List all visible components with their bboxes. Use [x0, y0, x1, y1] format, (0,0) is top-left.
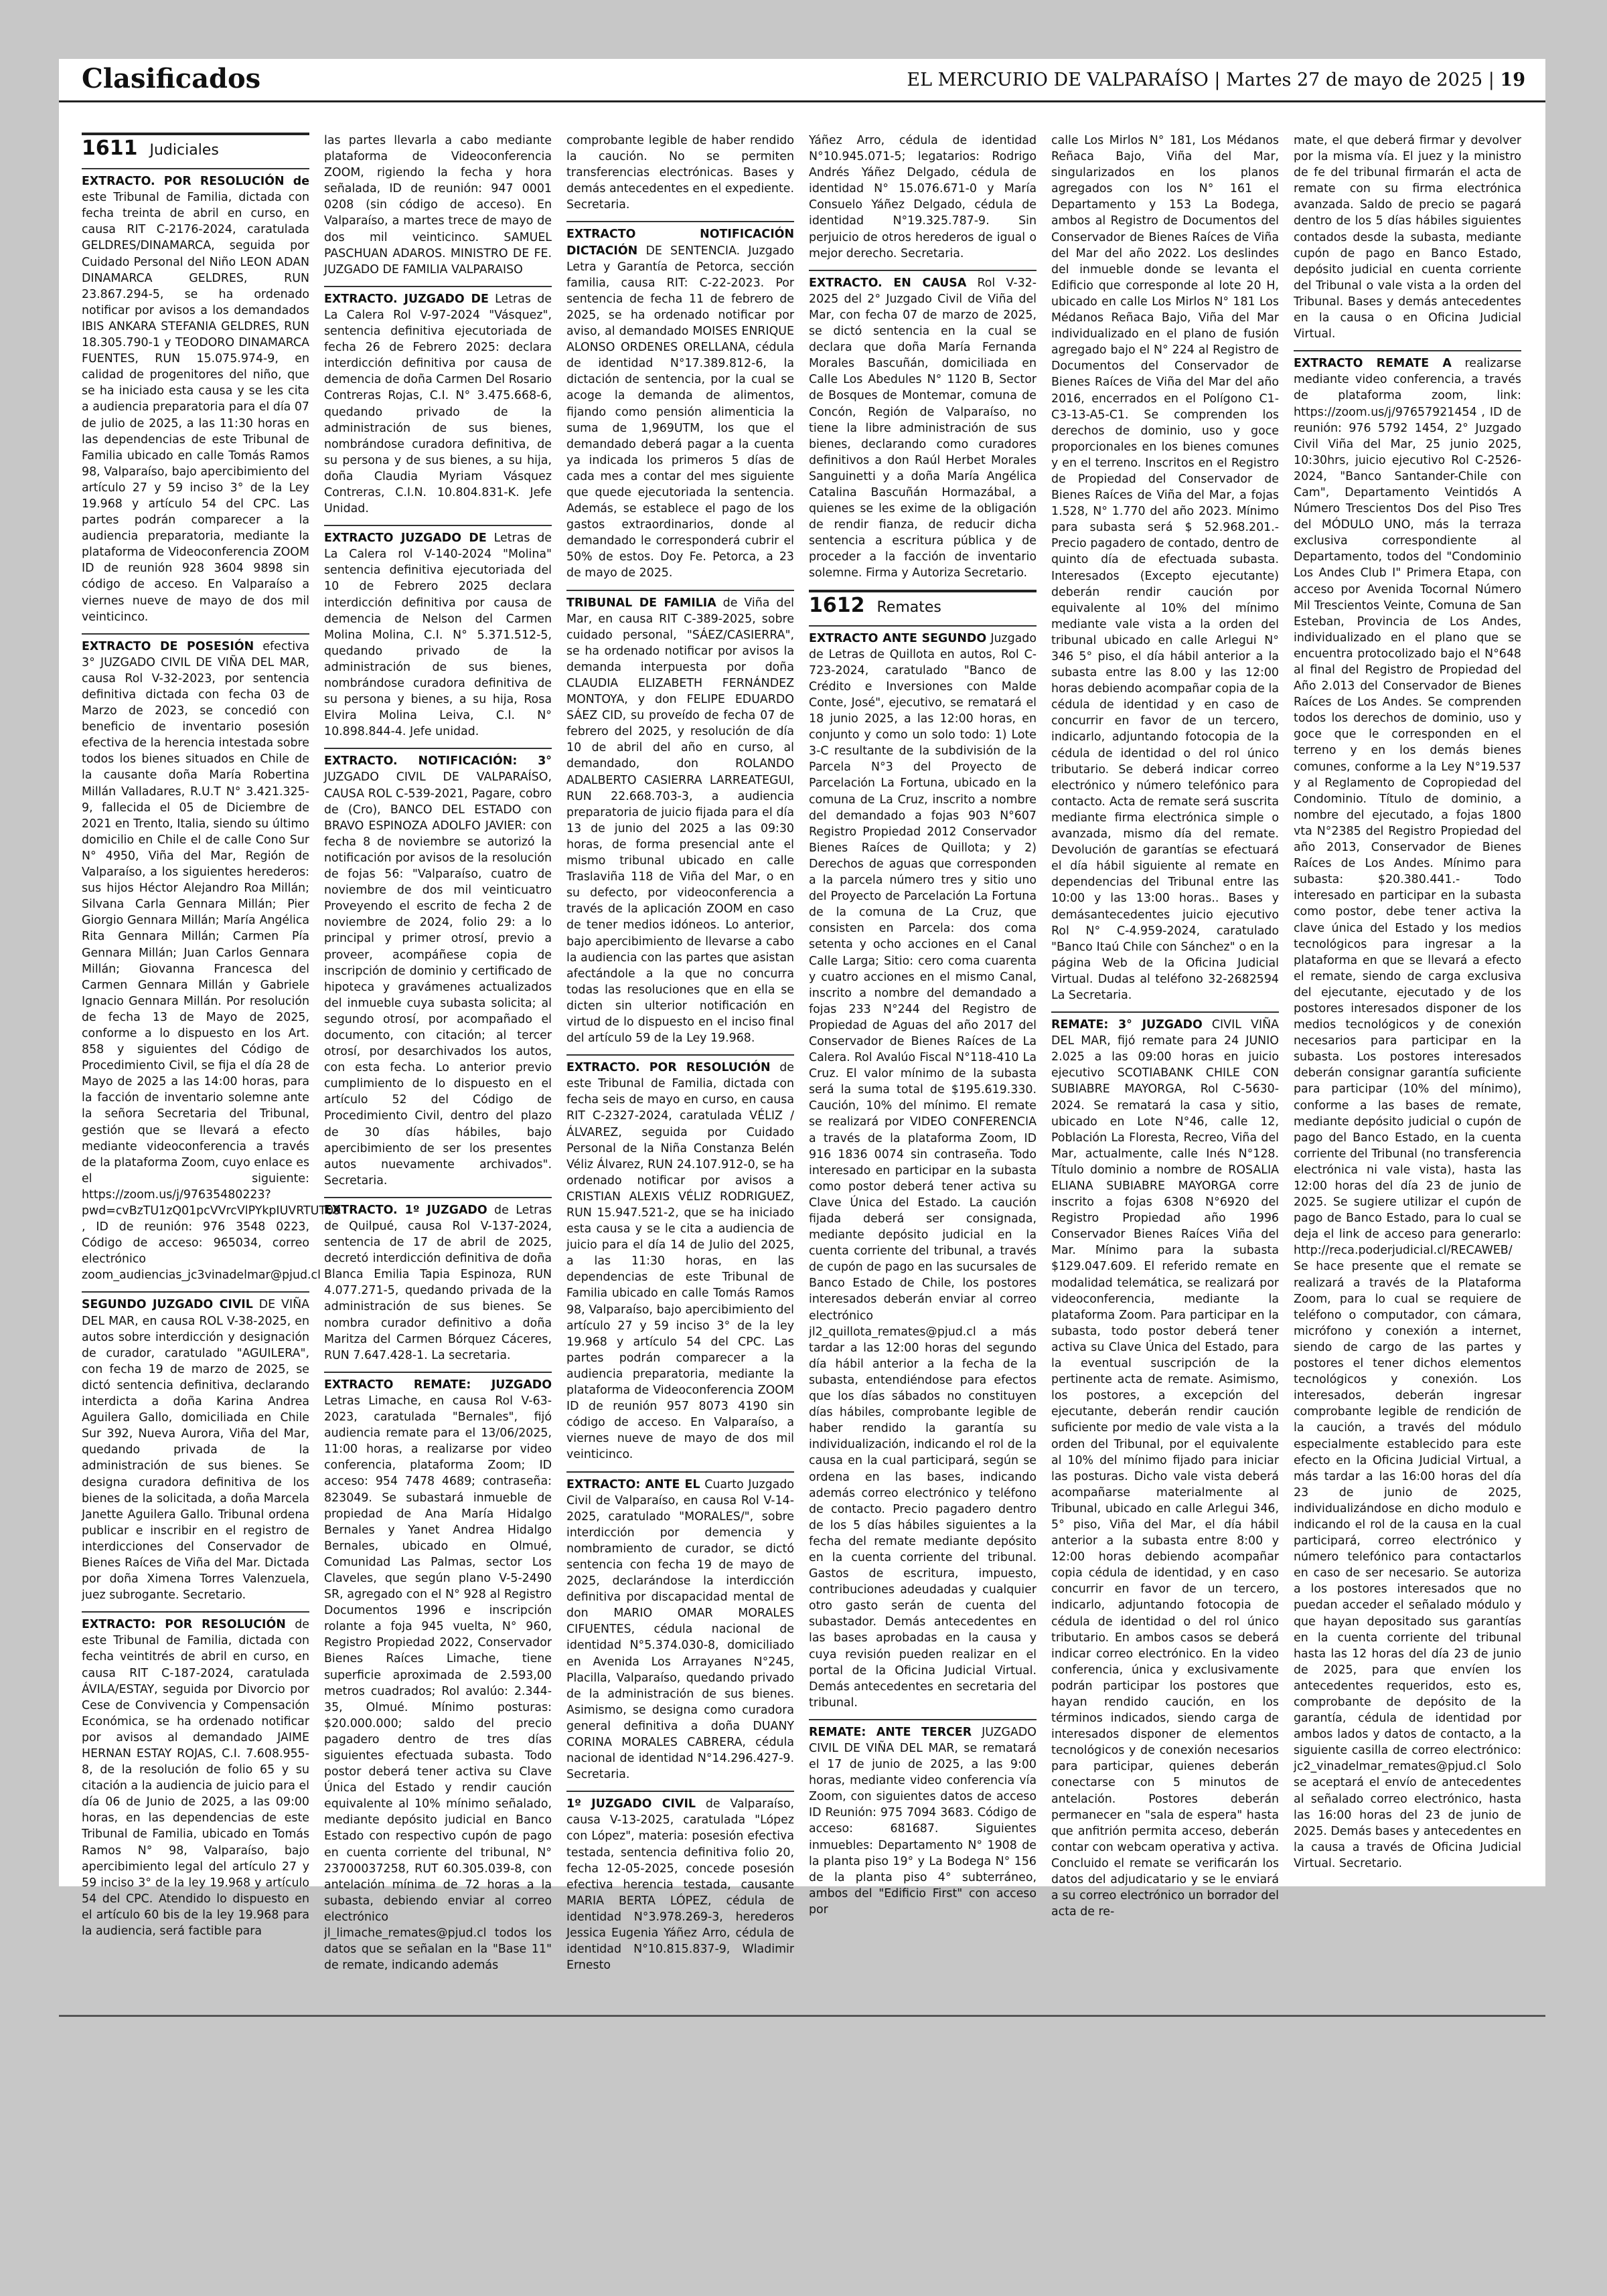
notice-lead: EXTRACTO. NOTIFICACIÓN: 3°: [324, 754, 552, 768]
notice-continued: [1051, 133, 1279, 1003]
legal-notice: [809, 270, 1037, 582]
legal-notice: [809, 1719, 1037, 1918]
notice-text: Rol V-32-2025 del 2° Juzgado Civil de Viña del Mar, con fecha 07 de marzo de 2025, se dictó sentencia en la cual se declara que doña María Fernanda Morales Bascuñán, domiciliada en Calle Los Abedules N° 1120 B, Sector de Bosques de Montemar, comuna de Concón, Región de Valparaíso, no tiene la libre administración de sus bienes, declarando como curadores definitivos a don Raúl Herbet Morales Sanguinetti y a doña María Angélica Catalina Bascuñán Hormazábal, a quienes se les exime de la obligación de rendir fianza, de reducir dicha sentencia a escritura pública y de proceder a la facción de inventario solemne. Firma y Autoriza Secretario.: [809, 276, 1037, 580]
legal-notice: [82, 168, 309, 625]
issue-date: Martes 27 de mayo de 2025: [1226, 70, 1483, 90]
column-2: [324, 133, 552, 1973]
notice-text: Cuarto Juzgado Civil de Valparaíso, en causa Rol V-14-2025, caratulado "MORALES/", sobre interdicción por demencia y nombramiento de curador, se dictó sentencia con fecha 19 de mayo de 2025, declarándose la interdicción definitiva por discapacidad mental de don MARIO OMAR MORALES CIFUENTES, cédula nacional de identidad N°5.374.030-8, domiciliado en Avenida Los Arrayanes N°245, Placilla, Valparaíso, quedando privado de la administración de sus bienes. Asimismo, se designa como curadora general definitiva a doña DUANY CORINA MORALES CABRERA, cédula nacional de identidad N°14.296.427-9. Secretaria.: [566, 1477, 794, 1782]
notice-text: Juzgado de Letras de Quillota en autos, Rol C-723-2024, caratulado "Banco de Crédito e Inversiones con Malde Conte, José", ejecutivo, se rematará el 18 junio 2025, a las 12:00 horas, en conjunto y como un solo todo: 1) Lote 3-C resultante de la subdivisión de la Parcela N°3 del Proyecto de Parcelación La Fortuna, ubicado en la comuna de La Cruz, inscrito a nombre del demandado a fojas 903 N°607 Registro Propiedad 2012 Conservador Bienes Raíces de Quillota; y 2) Derechos de aguas que corresponden a la parcela número tres y sitio uno del Proyecto de Parcelación La Fortuna de la comuna de La Cruz, que consisten en Parcela: dos coma setenta y ocho acciones en el Canal Calle Larga; Sitio: cero coma cuarenta y cuatro acciones en el mismo Canal, inscrito a nombre del demandado a fojas 233 N°244 del Registro de Propiedad de Aguas del año 2017 del Conservador de Bienes Raíces de La Calera. Rol Avalúo Fiscal N°118-410 La Cruz. El valor mínimo de la subasta será la suma total de $195.619.330. Caución, 10% del mínimo. El remate se realizará por VIDEO CONFERENCIA a través de la plataforma Zoom, ID 916 1836 0074 sin contraseña. Todo interesado en participar en la subasta como postor deberá tener activa su Clave Única del Estado. La caución fijada deberá ser consignada, mediante depósito judicial en la cuenta corriente del tribunal, a través de cupón de pago en las sucursales de Banco Estado de Chile, los postores interesados deberán enviar al correo electrónico jl2_quillota_remates@pjud.cl a más tardar a las 12:00 horas del segundo día hábil anterior a la fecha de la subasta, entendiéndose para efectos que los días sábados no constituyen días hábiles, comprobante legible de haber rendido la garantía su individualización, indicando el rol de la causa en la cual participará, según se ordena en las bases, indicando además correo electrónico y teléfono de contacto. Precio pagadero dentro de los 5 días hábiles siguientes a la fecha del remate mediante depósito en la cuenta corriente del tribunal. Gastos de escritura, impuesto, contribuciones adeudadas y cualquier otro gasto serán de cuenta del subastador. Demás antecedentes en las bases aprobadas en la causa y cuya revisión pueden realizar en el portal de la Oficina Judicial Virtual. Demás antecedentes en secretaria del tribunal.: [809, 631, 1037, 1710]
notice-text: realizarse mediante video conferencia, a través de plataforma zoom, link: https://zoom.us/j/97657921454 , ID de reunión: 976 5792 1454, 2° Juzgado Civil Viña del Mar, 25 junio 2025, 10:30hrs, juicio ejecutivo Rol C-2526-2024, "Banco Santander-Chile con Cam", Departamento Veintidós A Número Trescientos Dos del Piso Tres del MÓDULO UNO, más la terraza exclusiva correspondiente al Departamento, todos del "Condominio Los Andes Club I" Primera Etapa, con acceso por Avenida Tocornal Número Mil Trescientos Veinte, Comuna de San Esteban, Provincia de Los Andes, individualizado en el plano que se encuentra protocolizado bajo el N°648 al final del Registro de Propiedad del Año 2.013 del Conservador de Bienes Raíces de Los Andes. Se comprenden todos los derechos de dominio, uso y goce que le corresponden en el terreno y en los demás bienes comunes, conforme a la Ley N°19.537 y al Reglamento de Copropiedad del Condominio. Título de dominio, a nombre del ejecutado, a fojas 1800 vta N°2385 del Registro Propiedad del año 2013, Conservador de Bienes Raíces de Los Andes. Mínimo para subasta: $20.380.441.- Todo interesado en participar en la subasta como postor, debe tener activa la clave única del Estado y los medios tecnológicos para ingresar a la plataforma en que se llevará a efecto el remate, siendo de carga exclusiva del ejecutante, ejecutado y de los postores interesados disponer de los medios tecnológicos y de conexión necesarios para participar en la subasta. Los postores interesados deberán consignar garantía suficiente para participar (10% del mínimo), conforme a las bases de remate, mediante depósito judicial o cupón de pago del Banco Estado, en la cuenta corriente del Tribunal (no transferencia electrónica ni vale vista), hasta las 12:00 horas del día 23 de junio de 2025. Se sugiere utilizar el cupón de pago de Banco Estado, para lo cual se deja el link de acceso para generarlo: http://reca.poderjudicial.cl/RECAWEB/ Se hace presente que el remate se realizará a través de la Plataforma Zoom, para lo cual se requiere de teléfono o computador, con cámara, micrófono y conexión a internet, siendo de cargo de las partes y postores el tener dichos elementos tecnológicos y conexión. Los interesados, deberán ingresar comprobante legible de rendición de la caución, a través del módulo especialmente establecido para este efecto en la Oficina Judicial Virtual, a más tardar a las 16:00 horas del día 23 de junio de 2025, individualizándose en dicho modulo e indicando el rol de la causa en la cual participará, correo electrónico y número telefónico para contactarlos en caso de ser necesario. Se autoriza a los postores interesados que no puedan acceder el señalado módulo y que hayan depositado sus garantías en la cuenta corriente del tribunal hasta las 12 horas del día 23 de junio de 2025, para que envíen los antecedentes requeridos, esto es, comprobante de depósito de la garantía, cédula de identidad por ambos lados y datos de contacto, a la siguiente casilla de correo electrónico: jc2_vinadelmar_remates@pjud.cl Solo se aceptará el envío de antecedentes al señalado correo electrónico, hasta las 16:00 horas del 23 de junio de 2025. Demás bases y antecedentes en la causa a través de Oficina Judicial Virtual. Secretario.: [1294, 357, 1521, 1870]
legal-notice: [82, 633, 341, 1284]
legal-notice: [566, 590, 794, 1047]
legal-notice: [809, 625, 1037, 1711]
notice-text: efectiva 3° JUZGADO CIVIL DE VIÑA DEL MAR, causa Rol V-32-2023, por sentencia definitiva dictada con fecha 03 de Marzo de 2023, se concedió con beneficio de inventario posesión efectiva de la herencia intestada sobre todos los bienes situados en Chile de la causante doña María Robertina Millán Valladares, R.U.T N° 3.421.325-9, fallecida el 05 de Diciembre de 2021 en Trento, Italia, siendo su último domicilio en Chile el de calle Cono Sur N° 4950, Viña del Mar, Región de Valparaíso, a los siguientes herederos: sus hijos Héctor Alejandro Roa Millán; Silvana Carla Gennara Millán; Pier Giorgio Gennara Millán; María Angélica Rita Gennara Millán; Carmen Pía Gennara Millán; Juan Carlos Gennara Millán; Giovanna Francesca del Carmen Gennara Millán y Gabriele Ignacio Gennara Millán. Por resolución de fecha 13 de Mayo de 2025, conforme a lo dispuesto en los Art. 858 y siguientes del Código de Procedimiento Civil, se fija el día 28 de Mayo de 2025 a las 14:00 horas, para la facción de inventario solemne ante la señora Secretaria del Tribunal, gestión que se llevará a efecto mediante videoconferencia a través de la plataforma Zoom, cuyo enlace es el siguiente: https://zoom.us/j/97635480223?pwd=cvBzTU1zQ01pcVVrcVlPYkpIUVRTUT09 , ID de reunión: 976 3548 0223, Código de acceso: 965034, correo electrónico zoom_audiencias_jc3vinadelmar@pjud.cl: [82, 639, 341, 1283]
column-1: [82, 133, 341, 1939]
notice-text: Letras de La Calera rol V-140-2024 "Molina" sentencia definitiva ejecutoriada del 10 de Febrero 2025 declara interdicción definitiva por causa de demencia de Nelson del Carmen Molina Molina, C.I. N° 5.371.512-5, quedando privado de la administración de sus bienes, nombrándose curadora definitiva de su persona y bienes, a su hija, Rosa Elvira Molina Leiva, C.I. N° 10.898.844-4. Jefe unidad.: [324, 531, 552, 739]
legal-notice: [324, 525, 552, 740]
notice-lead: EXTRACTO: POR RESOLUCIÓN: [82, 1618, 286, 1632]
notice-lead: REMATE: ANTE TERCER: [809, 1725, 972, 1739]
legal-notice: [324, 1372, 552, 1973]
notice-lead: TRIBUNAL DE FAMILIA: [566, 596, 716, 610]
legal-notice: [566, 221, 794, 581]
notice-text: las partes llevarla a cabo mediante plataforma de Videoconferencia ZOOM, rigiendo la fecha y hora señalada, ID de reunión: 947 0001 0208 (sin código de acceso). En Valparaíso, a martes trece de mayo de dos mil veinticinco. SAMUEL PASCHUAN ADAROS. MINISTRO DE FE. JUZGADO DE FAMILIA VALPARAISO: [324, 134, 552, 276]
notice-lead: EXTRACTO DE POSESIÓN: [82, 639, 254, 653]
notice-text: de Valparaíso, causa V-13-2025, caratulada "López con López", materia: posesión efectiva testada, sentencia definitiva folio 20, fecha 12-05-2025, concede posesión efectiva herencia testada, causante MARIA BERTA LÓPEZ, cédula de identidad N°3.978.269-3, herederos Jessica Eugenia Yáñez Arro, cédula de identidad N°10.815.837-9, Wladimir Ernesto: [566, 1797, 794, 1973]
notice-text: Letras de La Calera Rol V-97-2024 "Vásquez", sentencia definitiva ejecutoriada de fecha 26 de Febrero 2025: declara interdicción definitiva por causa de demencia de doña Carmen Del Rosario Contreras Rojas, C.I. N° 3.475.668-6, quedando privado de la administración de sus bienes, nombrándose curadora definitiva, de su persona y de sus bienes, a su hija, doña Claudia Myriam Vásquez Contreras, C.I.N. 10.804.831-K. Jefe Unidad.: [324, 292, 552, 516]
notice-text: CIVIL VIÑA DEL MAR, fijó remate para 24 JUNIO 2.025 a las 09:00 horas en juicio ejecutivo SCOTIABANK CHILE CON SUBIABRE MAYORGA, Rol C-5630-2024. Se rematará la casa y sitio, ubicado en Lote N°46, calle 12, Población La Floresta, Recreo, Viña del Mar, actualmente, calle Inés N°128. Título dominio a nombre de ROSALIA ELIANA SUBIABRE MAYORGA corre inscrito a fojas 6308 N°6920 del Registro Propiedad año 1996 Conservador Bienes Raíces Viña del Mar. Mínimo para la subasta $129.047.609. El referido remate en modalidad telemática, se realizará por videoconferencia, mediante la plataforma Zoom. Para participar en la subasta, todo postor deberá tener activa su Clave Única del Estado, para la eventual suscripción de la pertinente acta de remate. Asimismo, los postores, a excepción del ejecutante, deberán rendir caución suficiente por medio de vale vista a la orden del Tribunal, por el equivalente al 10% del mínimo fijado para iniciar las posturas. Dicho vale vista deberá acompañarse materialmente al Tribunal, ubicado en calle Arlegui 346, 5° piso, Viña del Mar, el día hábil anterior a la subasta entre 8:00 y 12:00 horas debiendo acompañar copia cédula de identidad, y en caso concurrir en favor de un tercero, indicarlo, adjuntando fotocopia de cédula de identidad o del rol único tributario. En ambos casos se deberá indicar correo electrónico. En la video conferencia, única y exclusivamente podrán participar los postores que hayan rendido caución, en los términos indicados, siendo carga de interesados disponer de elementos tecnológicos y de conexión necesarios para participar, quienes deberán conectarse con 5 minutos de antelación. Postores deberán permanecer en "sala de espera" hasta que anfitrión permita acceso, deberán contar con webcam operativa y activa. Concluido el remate se verificarán los datos del adjudicatario y se le enviará a su correo electrónico un borrador del acta de re-: [1051, 1018, 1279, 1919]
notice-lead: 1º JUZGADO CIVIL: [566, 1797, 696, 1811]
legal-notice: [566, 1471, 794, 1783]
newspaper-page: [59, 59, 1545, 1973]
notice-continued: [324, 133, 552, 278]
legal-notice: [566, 1791, 794, 1973]
section-number: 1611: [82, 137, 138, 160]
classifieds-columns: [82, 133, 1523, 1973]
masthead-info: EL MERCURIO DE VALPARAÍSO | Martes 27 de mayo de 2025 | 19: [907, 70, 1525, 90]
notice-lead: EXTRACTO: ANTE EL: [566, 1477, 700, 1491]
legal-notice: [324, 1197, 552, 1364]
notice-text: Letras Limache, en causa Rol V-63-2023, caratulada "Bernales", fijó audiencia remate para el 13/06/2025, 11:00 horas, a realizarse por video conferencia, plataforma Zoom; ID acceso: 954 7478 4689; contraseña: 823049. Se subastará inmueble de propiedad de Ana María Hidalgo Bernales y Yanet Andrea Hidalgo Bernales, ubicado en Olmué, Comunidad Las Palmas, sector Los Claveles, que según plano V-5-2490 SR, agregado con el N° 928 al Registro Documentos 1996 e inscripción rolante a foja 945 vuelta, N° 960, Registro Propiedad 2022, Conservador Bienes Raíces Limache, tiene superficie aproximada de 2.593,00 metros cuadrados; Rol avalúo: 2.344-35, Olmué. Mínimo posturas: $20.000.000; saldo del precio pagadero dentro de tres días siguientes efectuada subasta. Todo postor deberá tener activa su Clave Única del Estado y rendir caución equivalente al 10% mínimo señalado, mediante depósito judicial en Banco Estado con respectivo cupón de pago en cuenta corriente del tribunal, N° 23700037258, RUT 60.305.039-8, con antelación mínima de 72 horas a la subasta, debiendo enviar al correo electrónico jl_limache_remates@pjud.cl todos los datos que se señalan en la "Base 11" de remate, indicando además: [324, 1394, 552, 1973]
notice-text: de Letras de Quilpué, causa Rol V-137-2024, sentencia de 17 de abril de 2025, decretó interdicción definitiva de doña Blanca Emilia Tapia Espinoza, RUN 4.077.271-5, quedando privada de la administración de sus bienes. Se nombra curador definitivo a doña Maritza del Carmen Bórquez Cáceres, RUN 7.647.428-1. La secretaria.: [324, 1203, 552, 1362]
section-heading: Remates: [876, 598, 941, 616]
notice-lead: EXTRACTO JUZGADO DE: [324, 531, 487, 546]
notice-text: JUZGADO CIVIL DE VIÑA DEL MAR, se rematará el 17 de junio de 2025, a las 9:00 horas, mediante video conferencia vía Zoom, con siguientes datos de acceso ID Reunión: 975 7094 3683. Código de acceso: 681687. Siguientes inmuebles: Departamento N° 1908 de la planta piso 19° y La Bodega N° 156 de la planta piso 4° subterráneo, ambos del "Edificio First" con acceso por: [809, 1725, 1037, 1916]
notice-continued: [566, 133, 794, 213]
notice-text: mate, el que deberá firmar y devolver por la misma vía. El juez y la ministro de fe del tribunal firmarán el acta de remate con su firma electrónica avanzada. Saldo de precio se pagará dentro de los 5 días hábiles siguientes contados desde la subasta, mediante cupón de pago en Banco Estado, depósito judicial en cuenta corriente del Tribunal o vale vista a la orden del Tribunal. Bases y demás antecedentes en la causa o en Oficina Judicial Virtual.: [1294, 134, 1521, 341]
page-number: 19: [1500, 70, 1525, 90]
section-title: Clasificados: [82, 63, 261, 94]
legal-notice: [1051, 1011, 1279, 1920]
notice-text: calle Los Mirlos N° 181, Los Médanos Reñaca Bajo, Viña del Mar, singularizados en los planos agregados con los N° 161 el Departamento y 153 La Bodega, ambos al Registro de Documentos del Conservador de Bienes Raíces de Viña del Mar del año 2022. Los deslindes del inmueble donde se levanta el Edificio que corresponde al lote 20 H, ubicado en calle Los Mirlos N° 181 Los Médanos Reñaca Bajo, Viña del Mar individualizado en el plano de fusión agregado bajo el N° 224 al Registro de Documentos del Conservador de Bienes Raíces de Viña del Mar del año 2016, encerrados en el Polígono C1-C3-13-A5-C1. Se comprenden los derechos de dominio, uso y goce proporcionales en los bienes comunes y en el terreno. Inscritos en el Registro de Propiedad del Conservador de Bienes Raíces de Viña del Mar, a fojas 1.528, N° 1.770 del año 2023. Mínimo para subasta será $ 52.968.201.- Precio pagadero de contado, dentro de quinto día de efectuada subasta. Interesados (Excepto ejecutante) deberán rendir caución por equivalente al 10% del mínimo mediante vale vista a la orden del tribunal ubicado en calle Arlegui N° 346 5° piso, el día hábil anterior a la subasta entre las 8.00 y las 12:00 horas debiendo acompañar copia de la cédula de identidad y en caso de concurrir en favor de un tercero, indicarlo, adjuntando fotocopia de la cédula de identidad o del rol único tributario. Se deberá indicar correo electrónico y número telefónico para contacto. Acta de remate será suscrita mediante firma electrónica simple o avanzada, mismo día del remate. Devolución de garantías se efectuará el día hábil siguiente al remate en dependencias del Tribunal entre las 10:00 y las 13:00 horas.. Bases y demásantecedentes juicio ejecutivo Rol N° C-4.959-2024, caratulado "Banco Itaú Chile con Sánchez" o en la página Web de la Oficina Judicial Virtual. Dudas al teléfono 32-2682594 La Secretaria.: [1051, 134, 1279, 1002]
column-3: [566, 133, 795, 1973]
legal-notice: [324, 748, 552, 1189]
notice-lead: EXTRACTO NOTIFICACIÓN DICTACIÓN: [566, 228, 794, 258]
legal-notice: [82, 1291, 309, 1603]
notice-text: comprobante legible de haber rendido la caución. No se permiten transferencias electrónicas. Bases y demás antecedentes en el expediente. Secretaria.: [566, 134, 794, 212]
notice-lead: EXTRACTO. POR RESOLUCIÓN de: [82, 175, 309, 189]
section-header: [82, 133, 309, 159]
notice-text: Yáñez Arro, cédula de identidad N°10.945.071-5; legatarios: Rodrigo Andrés Yáñez Delgado, cédula de identidad N° 15.076.671-0 y María Consuelo Yáñez Delgado, cédula de identidad N°19.325.787-9. Sin perjuicio de otros herederos de igual o mejor derecho. Secretaria.: [809, 134, 1037, 260]
notice-lead: EXTRACTO. POR RESOLUCIÓN: [566, 1061, 771, 1075]
column-5: [1051, 133, 1279, 1919]
notice-lead: EXTRACTO. 1º JUZGADO: [324, 1203, 487, 1217]
notice-text: este Tribunal de Familia, dictada con fecha treinta de abril en curso, en causa RIT C-2176-2024, caratulada GELDRES/DINAMARCA, seguida por Cuidado Personal del Niño LEON ADAN DINAMARCA GELDRES, RUN 23.867.294-5, se ha ordenado notificar por avisos a los demandados IBIS ANKARA STEFANIA GELDRES, RUN 18.305.790-1 y TEODORO DINAMARCA FUENTES, RUN 15.075.974-9, en calidad de progenitores del niño, que se ha iniciado esta causa y se les cita a audiencia preparatoria para el día 07 de julio de 2025, a las 11:30 horas en las dependencias de este Tribunal de Familia ubicado en calle Tomás Ramos 98, Valparaíso, bajo apercibimiento del artículo 27 y 59 inciso 3° de la Ley 19.968 y artículo 54 del CPC. Las partes podrán comparecer a la audiencia preparatoria, mediante la plataforma de Videoconferencia ZOOM ID de reunión 928 3604 9898 sin código de acceso. En Valparaíso a viernes nueve de mayo de dos mil veinticinco.: [82, 191, 309, 624]
notice-lead: EXTRACTO REMATE A: [1294, 357, 1452, 371]
notice-text: JUZGADO CIVIL DE VALPARAÍSO, CAUSA ROL C-539-2021, Pagare, cobro de (Cro), BANCO DEL ESTADO con BRAVO ESPINOZA ADOLFO JAVIER: con fecha 8 de noviembre se autorizó la notificación por avisos de la resolución de fojas 56: "Valparaíso, cuatro de noviembre de dos mil veinticuatro Proveyendo el escrito de fecha 2 de noviembre de 2024, folio 29: a lo principal y primer otrosí, previo a proveer, acompáñese copia de inscripción de dominio y certificado de hipoteca y gravámenes actualizados del inmueble cuya subasta solicita; al segundo otrosí, por acompañado el documento, con citación; al tercer otrosí, por desarchivados los autos, con esta fecha. Lo anterior previo cumplimiento de lo dispuesto en el artículo 52 del Código de Procedimiento Civil, dentro del plazo de 30 días hábiles, bajo apercibimiento de ser los presentes autos nuevamente archivados". Secretaria.: [324, 770, 552, 1187]
notice-continued: [1294, 133, 1521, 342]
section-header: [809, 590, 1037, 616]
newspaper-name: EL MERCURIO DE VALPARAÍSO: [907, 70, 1209, 90]
notice-lead: EXTRACTO ANTE SEGUNDO: [809, 631, 987, 645]
legal-notice: [324, 286, 552, 517]
legal-notice: [1294, 350, 1521, 1872]
section-number: 1612: [809, 593, 865, 617]
notice-text: de Viña del Mar, en causa RIT C-389-2025, sobre cuidado personal, "SÁEZ/CASIERRA", se ha ordenado notificar por avisos la demanda interpuesta por doña CLAUDIA ELIZABETH FERNÁNDEZ MONTOYA, y don FELIPE EDUARDO SÁEZ CID, su proveído de fecha 07 de febrero del 2025, y resolución de día 10 de abril del año en curso, al demandado, don ROLANDO ADALBERTO CASIERRA LARREATEGUI, RUN 22.668.703-3, a audiencia preparatoria de juicio fijada para el día 13 de junio del 2025 a las 09:30 horas, de forma presencial ante el mismo tribunal ubicado en calle Traslaviña 118 de Viña del Mar, o en su defecto, por videoconferencia a través de la aplicación ZOOM en caso de tener medios idóneos. Lo anterior, bajo apercibimiento de llevarse a cabo la audiencia con las partes que asistan afectándole a la que no concurra todas las resoluciones que en ella se dicten sin ulterior notificación en virtud de lo dispuesto en el inciso final del artículo 59 de la Ley 19.968.: [566, 596, 795, 1046]
legal-notice: [566, 1054, 794, 1463]
section-heading: Judiciales: [149, 142, 219, 159]
notice-text: de este Tribunal de Familia, dictada con fecha seis de mayo en curso, en causa RIT C-2327-2024, caratulada VÉLIZ / ÁLVAREZ, seguida por Cuidado Personal de la Niña Constanza Belén Véliz Álvarez, RUN 24.107.912-0, se ha ordenado notificar por avisos a CRISTIAN ALEXIS VÉLIZ RODRIGUEZ, RUN 15.947.521-2, que se ha iniciado esta causa y se le cita a audiencia de juicio para el día 14 de Julio del 2025, a las 11:30 horas, en las dependencias de este Tribunal de Familia ubicado en calle Tomás Ramos 98, Valparaíso, bajo apercibimiento del artículo 27 y 59 inciso 3° de la ley 19.968 y artículo 54 del CPC. Las partes podrán comparecer a la audiencia preparatoria, mediante la plataforma de Videoconferencia ZOOM ID de reunión 957 8073 4190 sin código de acceso. En Valparaíso, a viernes nueve de mayo de dos mil veinticinco.: [566, 1061, 794, 1462]
legal-notice: [82, 1611, 309, 1939]
column-6: [1294, 133, 1521, 1870]
notice-lead: REMATE: 3° JUZGADO: [1051, 1018, 1203, 1032]
notice-lead: EXTRACTO. EN CAUSA: [809, 276, 967, 290]
notice-text: DE SENTENCIA. Juzgado Letra y Garantía de Petorca, sección familia, causa RIT: C-22-2023. Por sentencia de fecha 11 de febrero de 2025, se ha ordenado notificar por aviso, al demandado MOISES ENRIQUE ALONSO ORDENES ORELLANA, cédula de identidad N°17.389.812-6, la dictación de sentencia, por la cual se acoge la demanda de alimentos, fijando como pensión alimenticia la suma de 1,969UTM, los que el demandado deberá pagar a la cuenta ya indicada los primeros 5 días de cada mes a contar del mes siguiente que quede ejecutoriada la sentencia. Además, se establece el pago de los gastos extraordinarios, donde al demandado le corresponderá cubrir el 50% de estos. Doy Fe. Petorca, a 23 de mayo de 2025.: [566, 244, 794, 580]
bottom-rule: [59, 2015, 1545, 2017]
column-4: [809, 133, 1037, 1916]
page-header: [59, 59, 1545, 102]
notice-lead: EXTRACTO. JUZGADO DE: [324, 292, 489, 306]
notice-lead: EXTRACTO REMATE: JUZGADO: [324, 1378, 552, 1392]
notice-text: DE VIÑA DEL MAR, en causa ROL V-38-2025, en autos sobre interdicción y designación de curador, caratulado "AGUILERA", con fecha 19 de marzo de 2025, se dictó sentencia definitiva, declarando interdicta a doña Karina Andrea Aguilera Gallo, domiciliada en Chile Sur 392, Nueva Aurora, Viña del Mar, quedando privada de la administración de sus bienes. Se designa curadora definitiva de los bienes de la solicitada, a doña Marcela Janette Aguilera Gallo. Tribunal ordena publicar e inscribir en el registro de interdicciones del Conservador de Bienes Raíces de Viña del Mar. Dictada por doña Ximena Torres Valenzuela, juez subrogante. Secretario.: [82, 1298, 309, 1603]
notice-continued: [809, 133, 1037, 262]
notice-lead: SEGUNDO JUZGADO CIVIL: [82, 1298, 253, 1312]
notice-text: de este Tribunal de Familia, dictada con fecha veintitrés de abril en curso, en causa RIT C-187-2024, caratulada ÁVILA/ESTAY, seguida por Divorcio por Cese de Convivencia y Compensación Económica, se ha ordenado notificar por avisos al demandado JAIME HERNAN ESTAY ROJAS, C.I. 7.608.955-8, de la resolución de folio 65 y su citación a la audiencia de juicio para el día 06 de Junio de 2025, a las 09:00 horas, en las dependencias de este Tribunal de Familia, ubicado en Tomás Ramos N° 98, Valparaíso, bajo apercibimiento legal del artículo 27 y 59 inciso 3° de la ley 19.968 y artículo 54 del CPC. Atendido lo dispuesto en el artículo 60 bis de la ley 19.968 para la audiencia, será factible para: [82, 1618, 309, 1939]
